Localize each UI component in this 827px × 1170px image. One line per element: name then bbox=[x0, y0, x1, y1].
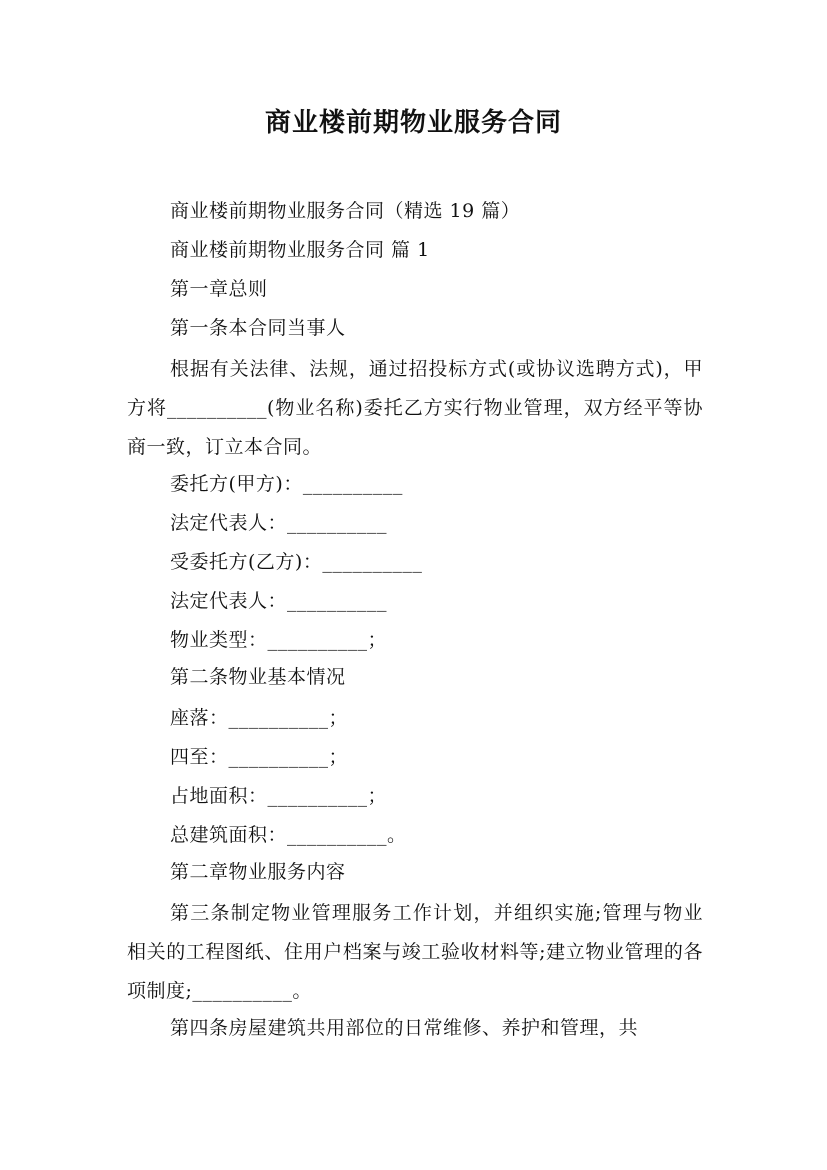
building-area-line: 总建筑面积：__________。 bbox=[170, 824, 407, 846]
article-heading: 第一条本合同当事人 bbox=[170, 317, 346, 339]
party-a-rep-line: 法定代表人：__________ bbox=[170, 512, 388, 534]
section-heading: 商业楼前期物业服务合同 篇 1 bbox=[170, 239, 430, 261]
party-a-line: 委托方(甲方)：__________ bbox=[170, 473, 403, 495]
location-line: 座落：__________； bbox=[170, 707, 349, 729]
document-title: 商业楼前期物业服务合同 bbox=[264, 108, 562, 138]
document-subtitle: 商业楼前期物业服务合同（精选 19 篇） bbox=[170, 200, 521, 222]
chapter-heading: 第二章物业服务内容 bbox=[170, 861, 346, 883]
property-type-line: 物业类型：__________； bbox=[170, 629, 388, 651]
article4-paragraph: 第四条房屋建筑共用部位的日常维修、养护和管理，共 bbox=[170, 1017, 639, 1039]
article3-paragraph: 第三条制定物业管理服务工作计划，并组织实施;管理与物业相关的工程图纸、住用户档案与竣工验收材料等;建立物业管理的各项制度;__________。 bbox=[127, 902, 703, 1002]
chapter-heading: 第一章总则 bbox=[170, 278, 268, 300]
article1-paragraph: 根据有关法律、法规，通过招投标方式(或协议选聘方式)，甲方将__________(物业名称)委托乙方实行物业管理，双方经平等协商一致，订立本合同。 bbox=[127, 358, 703, 458]
article-heading: 第二条物业基本情况 bbox=[170, 666, 346, 688]
boundaries-line: 四至：__________； bbox=[170, 746, 349, 768]
party-b-rep-line: 法定代表人：__________ bbox=[170, 590, 388, 612]
party-b-line: 受委托方(乙方)：__________ bbox=[170, 551, 423, 573]
land-area-line: 占地面积：__________； bbox=[170, 785, 388, 807]
